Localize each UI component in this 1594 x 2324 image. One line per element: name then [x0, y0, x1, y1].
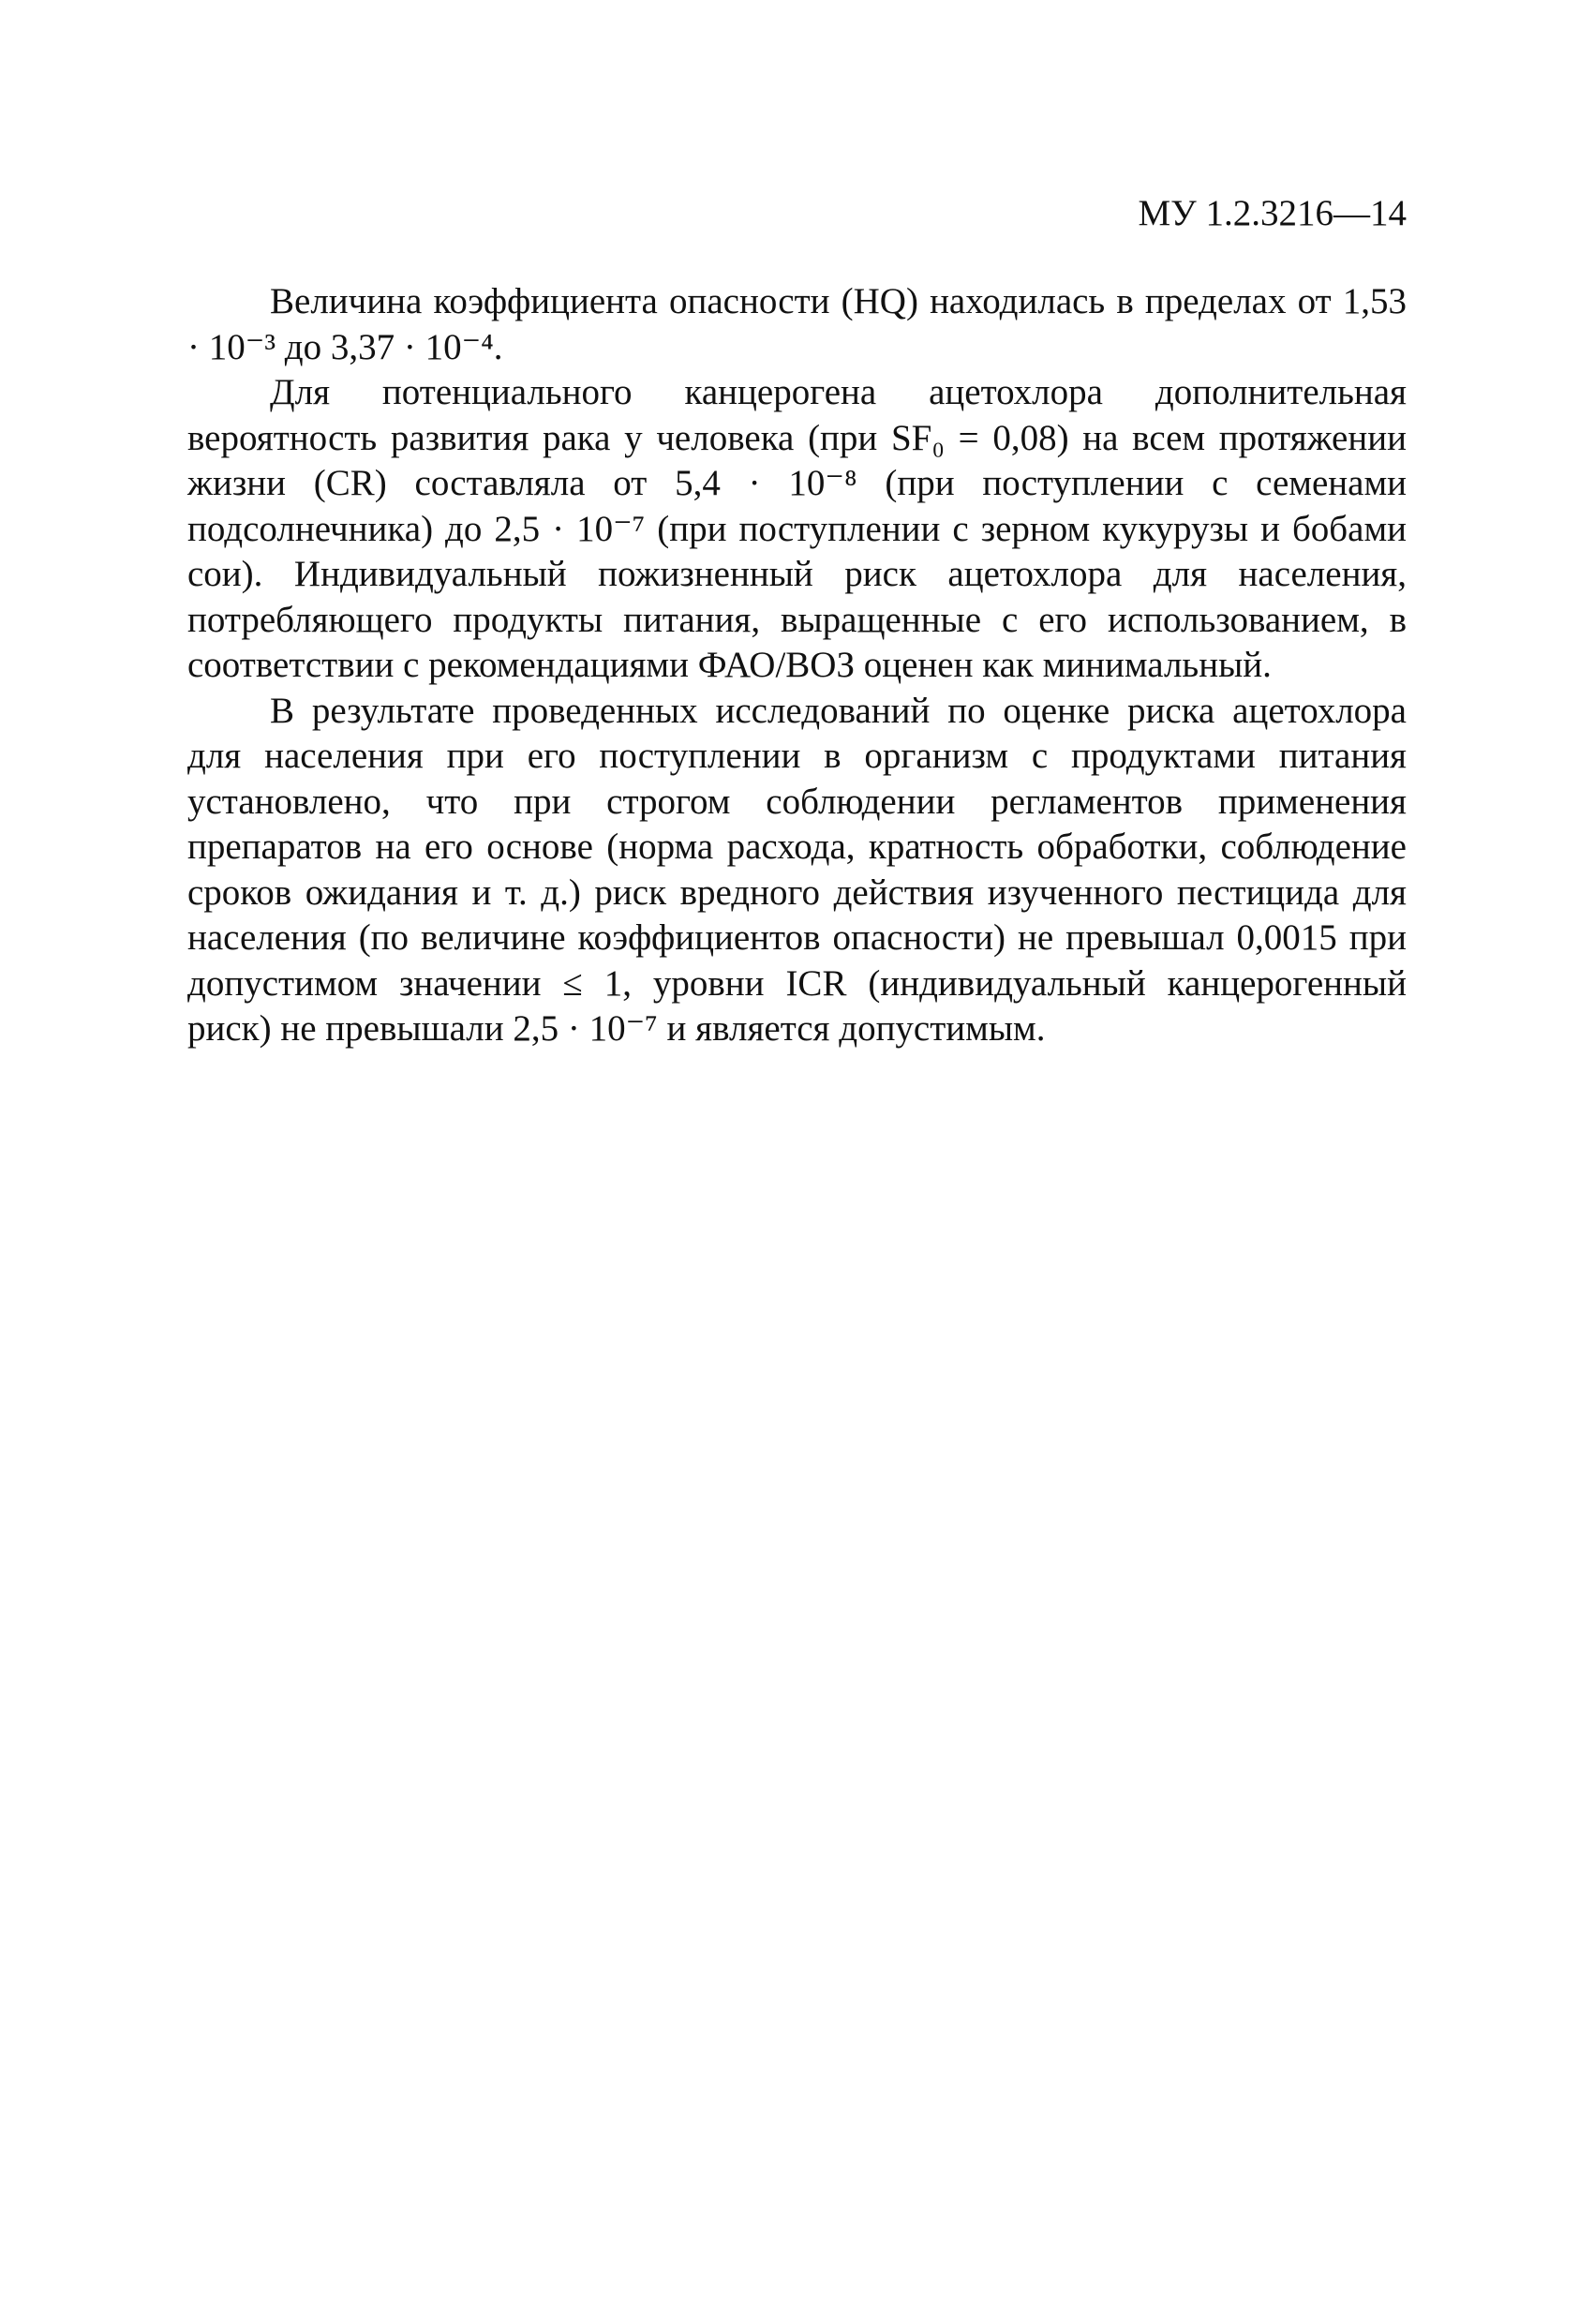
paragraph-conclusion: В результате проведенных исследований по оценке риска ацетохлора для населения при его поступлении в организм с продуктами питания установлено, что при строгом соблюдении регламентов применения препаратов на его основе (норма расхода, кратность обработки, соблюдение сроков ожидания и т. д.) риск вредного действия изученного пестицида для населения (по величине коэффициентов опасности) не превышал 0,0015 при допустимом значении ≤ 1, уровни ICR (индивидуальный канцерогенный риск) не превышали 2,5 · 10⁻⁷ и является допустимым.: [187, 690, 1407, 1049]
paragraph-hazard-quotient: Величина коэффициента опасности (HQ) находилась в пределах от 1,53 · 10⁻³ до 3,37 · 10⁻⁴.: [187, 281, 1407, 367]
document-code-header: МУ 1.2.3216—14: [1138, 193, 1407, 233]
paragraph-cancer-risk: Для потенциального канцерогена ацетохлора дополнительная вероятность развития рака у человека (при SF₀ = 0,08) на всем протяжении жизни (CR) составляла от 5,4 · 10⁻⁸ (при поступлении с семенами подсолнечника) до 2,5 · 10⁻⁷ (при поступлении с зерном кукурузы и бобами сои). Индивидуальный пожизненный риск ацетохлора для населения, потребляющего продукты питания, выращенные с его использованием, в соответствии с рекомендациями ФАО/ВОЗ оценен как минимальный.: [187, 372, 1407, 685]
document-body: [187, 279, 1407, 1052]
